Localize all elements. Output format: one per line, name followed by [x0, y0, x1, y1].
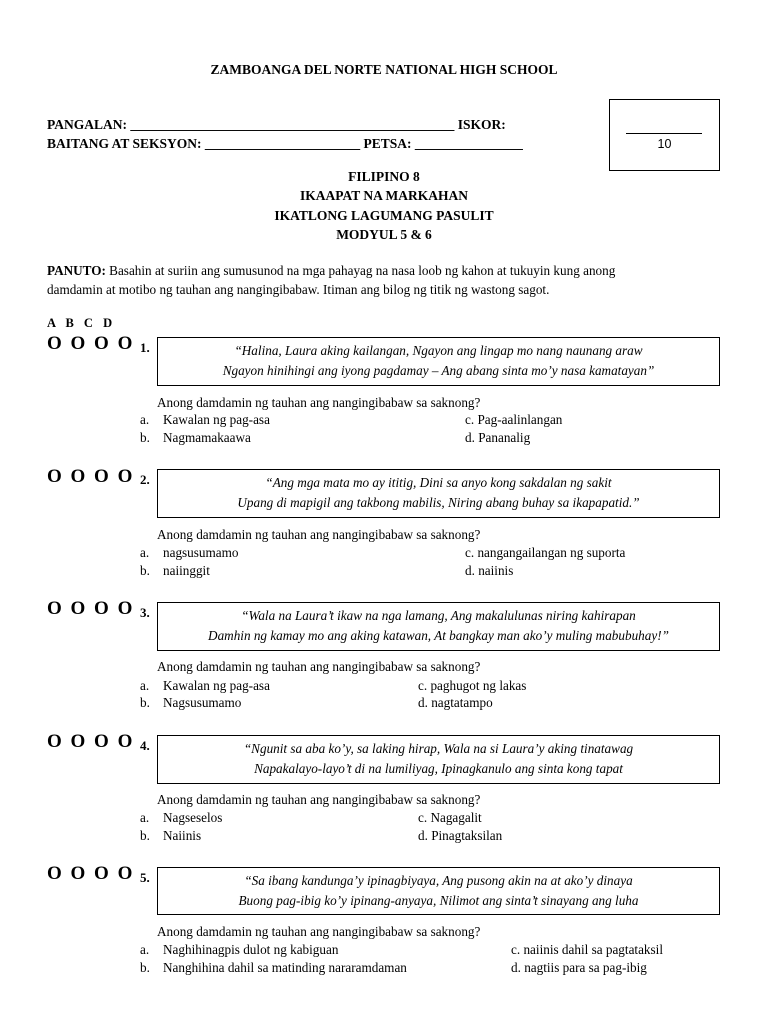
option-c: c. nangangailangan ng suporta — [465, 545, 626, 560]
option-d: d. naiinis — [465, 563, 514, 578]
quote-line: Damhin ng kamay mo ang aking katawan, At bangkay man ako’y muling mabubuhay!” — [208, 627, 669, 643]
question-number: 4. — [140, 738, 150, 753]
option-c: c. naiinis dahil sa pagtataksil — [511, 942, 663, 957]
option-a: a. Nagseselos — [140, 810, 223, 825]
option-a: a. Kawalan ng pag-asa — [140, 412, 270, 427]
question-prompt: Anong damdamin ng tauhan ang nangingibabaw sa saknong? — [157, 659, 481, 674]
option-d: d. nagtiis para sa pag-ibig — [511, 960, 647, 975]
option-a: a. Kawalan ng pag-asa — [140, 678, 270, 693]
answer-bubbles[interactable]: O O O O — [47, 731, 135, 752]
name-score-line: PANGALAN: ________________________________________________ ISKOR: — [47, 117, 506, 132]
question-number: 3. — [140, 605, 150, 620]
answer-bubbles[interactable]: O O O O — [47, 598, 135, 619]
quote-box — [157, 469, 720, 518]
question-prompt: Anong damdamin ng tauhan ang nangingibabaw sa saknong? — [157, 924, 481, 939]
quote-line: “Ngunit sa aba ko’y, sa laking hirap, Wala na si Laura’y aking tinatawag — [243, 741, 634, 756]
exam-titles — [0, 167, 768, 244]
answer-bubbles[interactable]: O O O O — [47, 466, 135, 487]
score-box — [609, 99, 720, 171]
option-d: d. Pananalig — [465, 430, 531, 445]
option-d: d. nagtatampo — [418, 695, 493, 710]
score-blank-line — [626, 133, 702, 134]
title-quarter: IKAAPAT NA MARKAHAN — [300, 188, 468, 204]
question-prompt: Anong damdamin ng tauhan ang nangingibabaw sa saknong? — [157, 527, 481, 542]
title-quiz: IKATLONG LAGUMANG PASULIT — [274, 207, 494, 223]
option-c: c. Pag-aalinlangan — [465, 412, 563, 427]
title-subject: FILIPINO 8 — [348, 169, 420, 184]
question-number: 5. — [140, 870, 150, 885]
quote-line: Napakalayo-layo’t di na lumiliyag, Ipinagkanulo ang sinta kong tapat — [254, 760, 623, 776]
option-c: c. Nagagalit — [418, 810, 482, 825]
quote-line: Upang di mapigil ang takbong mabilis, Niring abang buhay sa ikapapatid.” — [237, 494, 640, 510]
option-b: b. Naiinis — [140, 828, 202, 843]
instructions-label: PANUTO: — [47, 263, 106, 278]
school-name: ZAMBOANGA DEL NORTE NATIONAL HIGH SCHOOL — [210, 62, 558, 77]
option-a: a. Naghihinagpis dulot ng kabiguan — [140, 942, 339, 957]
question-number: 2. — [140, 472, 150, 487]
option-d: d. Pinagtaksilan — [418, 828, 503, 843]
option-b: b. Nanghihina dahil sa matinding nararamdaman — [140, 960, 407, 975]
instructions — [47, 262, 737, 299]
answer-bubbles[interactable]: O O O O — [47, 333, 135, 354]
question-number: 1. — [140, 340, 150, 355]
quote-box — [157, 337, 720, 386]
question-prompt: Anong damdamin ng tauhan ang nangingibabaw sa saknong? — [157, 792, 481, 807]
option-b: b. Nagmamakaawa — [140, 430, 251, 445]
quote-line: “Sa ibang kandunga’y ipinagbiyaya, Ang pusong akin na at ako’y dinaya — [244, 873, 633, 888]
instructions-line1: Basahin at suriin ang sumusunod na mga pahayag na nasa loob ng kahon at tukuyin kung anong — [109, 263, 616, 278]
option-b: b. Nagsusumamo — [140, 695, 242, 710]
quote-box — [157, 735, 720, 784]
score-total: 10 — [657, 137, 672, 151]
quote-line: Ngayon hinihingi ang iyong pagdamay – Ang abang sinta mo’y nasa kamatayan” — [222, 362, 655, 378]
quote-line: “Halina, Laura aking kailangan, Ngayon ang lingap mo nang naunang araw — [234, 343, 643, 358]
quote-box — [157, 602, 720, 651]
quote-line: “Ang mga mata mo ay ititig, Dini sa anyo kong sakdalan ng sakit — [265, 475, 612, 490]
quote-line: “Wala na Laura’t ikaw na nga lamang, Ang makalulunas niring kahirapan — [241, 608, 636, 623]
option-c: c. paghugot ng lakas — [418, 678, 527, 693]
quote-line: Buong pag-ibig ko’y ipinang-anyaya, Nilimot ang sinta’t sinayang ang luha — [238, 892, 639, 908]
quote-box — [157, 867, 720, 915]
answer-bubbles[interactable]: O O O O — [47, 863, 135, 884]
question-prompt: Anong damdamin ng tauhan ang nangingibabaw sa saknong? — [157, 395, 481, 410]
option-a: a. nagsusumamo — [140, 545, 239, 560]
option-b: b. naiinggit — [140, 563, 210, 578]
section-date-line: BAITANG AT SEKSYON: _______________________ PETSA: ________________ — [47, 136, 523, 151]
title-module: MODYUL 5 & 6 — [336, 226, 432, 242]
answer-letters-header: A B C D — [47, 316, 113, 330]
instructions-line2: damdamin at motibo ng tauhan ang nangingibabaw. Itiman ang bilog ng titik ng wastong sagot. — [47, 281, 550, 297]
